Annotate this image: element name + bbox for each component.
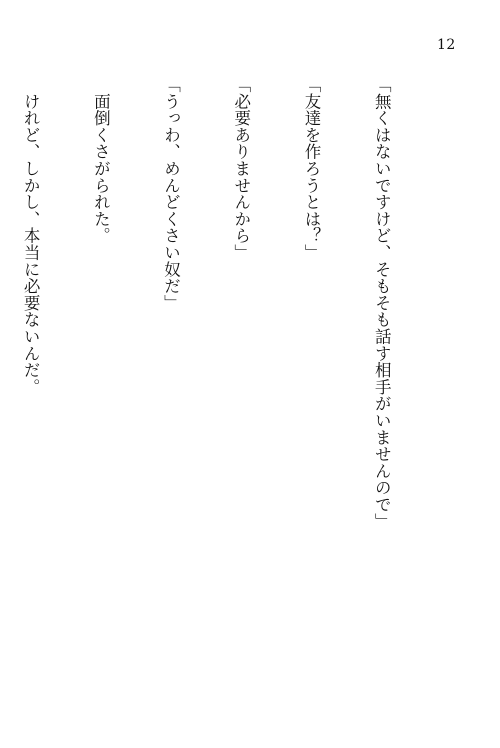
text-line: 「無くはないですけど、そもそも話す相手がいませんので」 [372, 76, 392, 530]
text-line: 面倒くさがられた。 [91, 76, 111, 244]
text-line: 「うっわ、めんどくさい奴だ」 [161, 76, 181, 312]
vertical-text-body [0, 76, 440, 636]
text-line: けれど、しかし、本当に必要ないんだ。 [21, 76, 41, 396]
text-line: 「必要ありませんから」 [231, 76, 251, 261]
page-number: 12 [437, 37, 456, 53]
text-line: 「友達を作ろうとは？」 [301, 76, 321, 261]
